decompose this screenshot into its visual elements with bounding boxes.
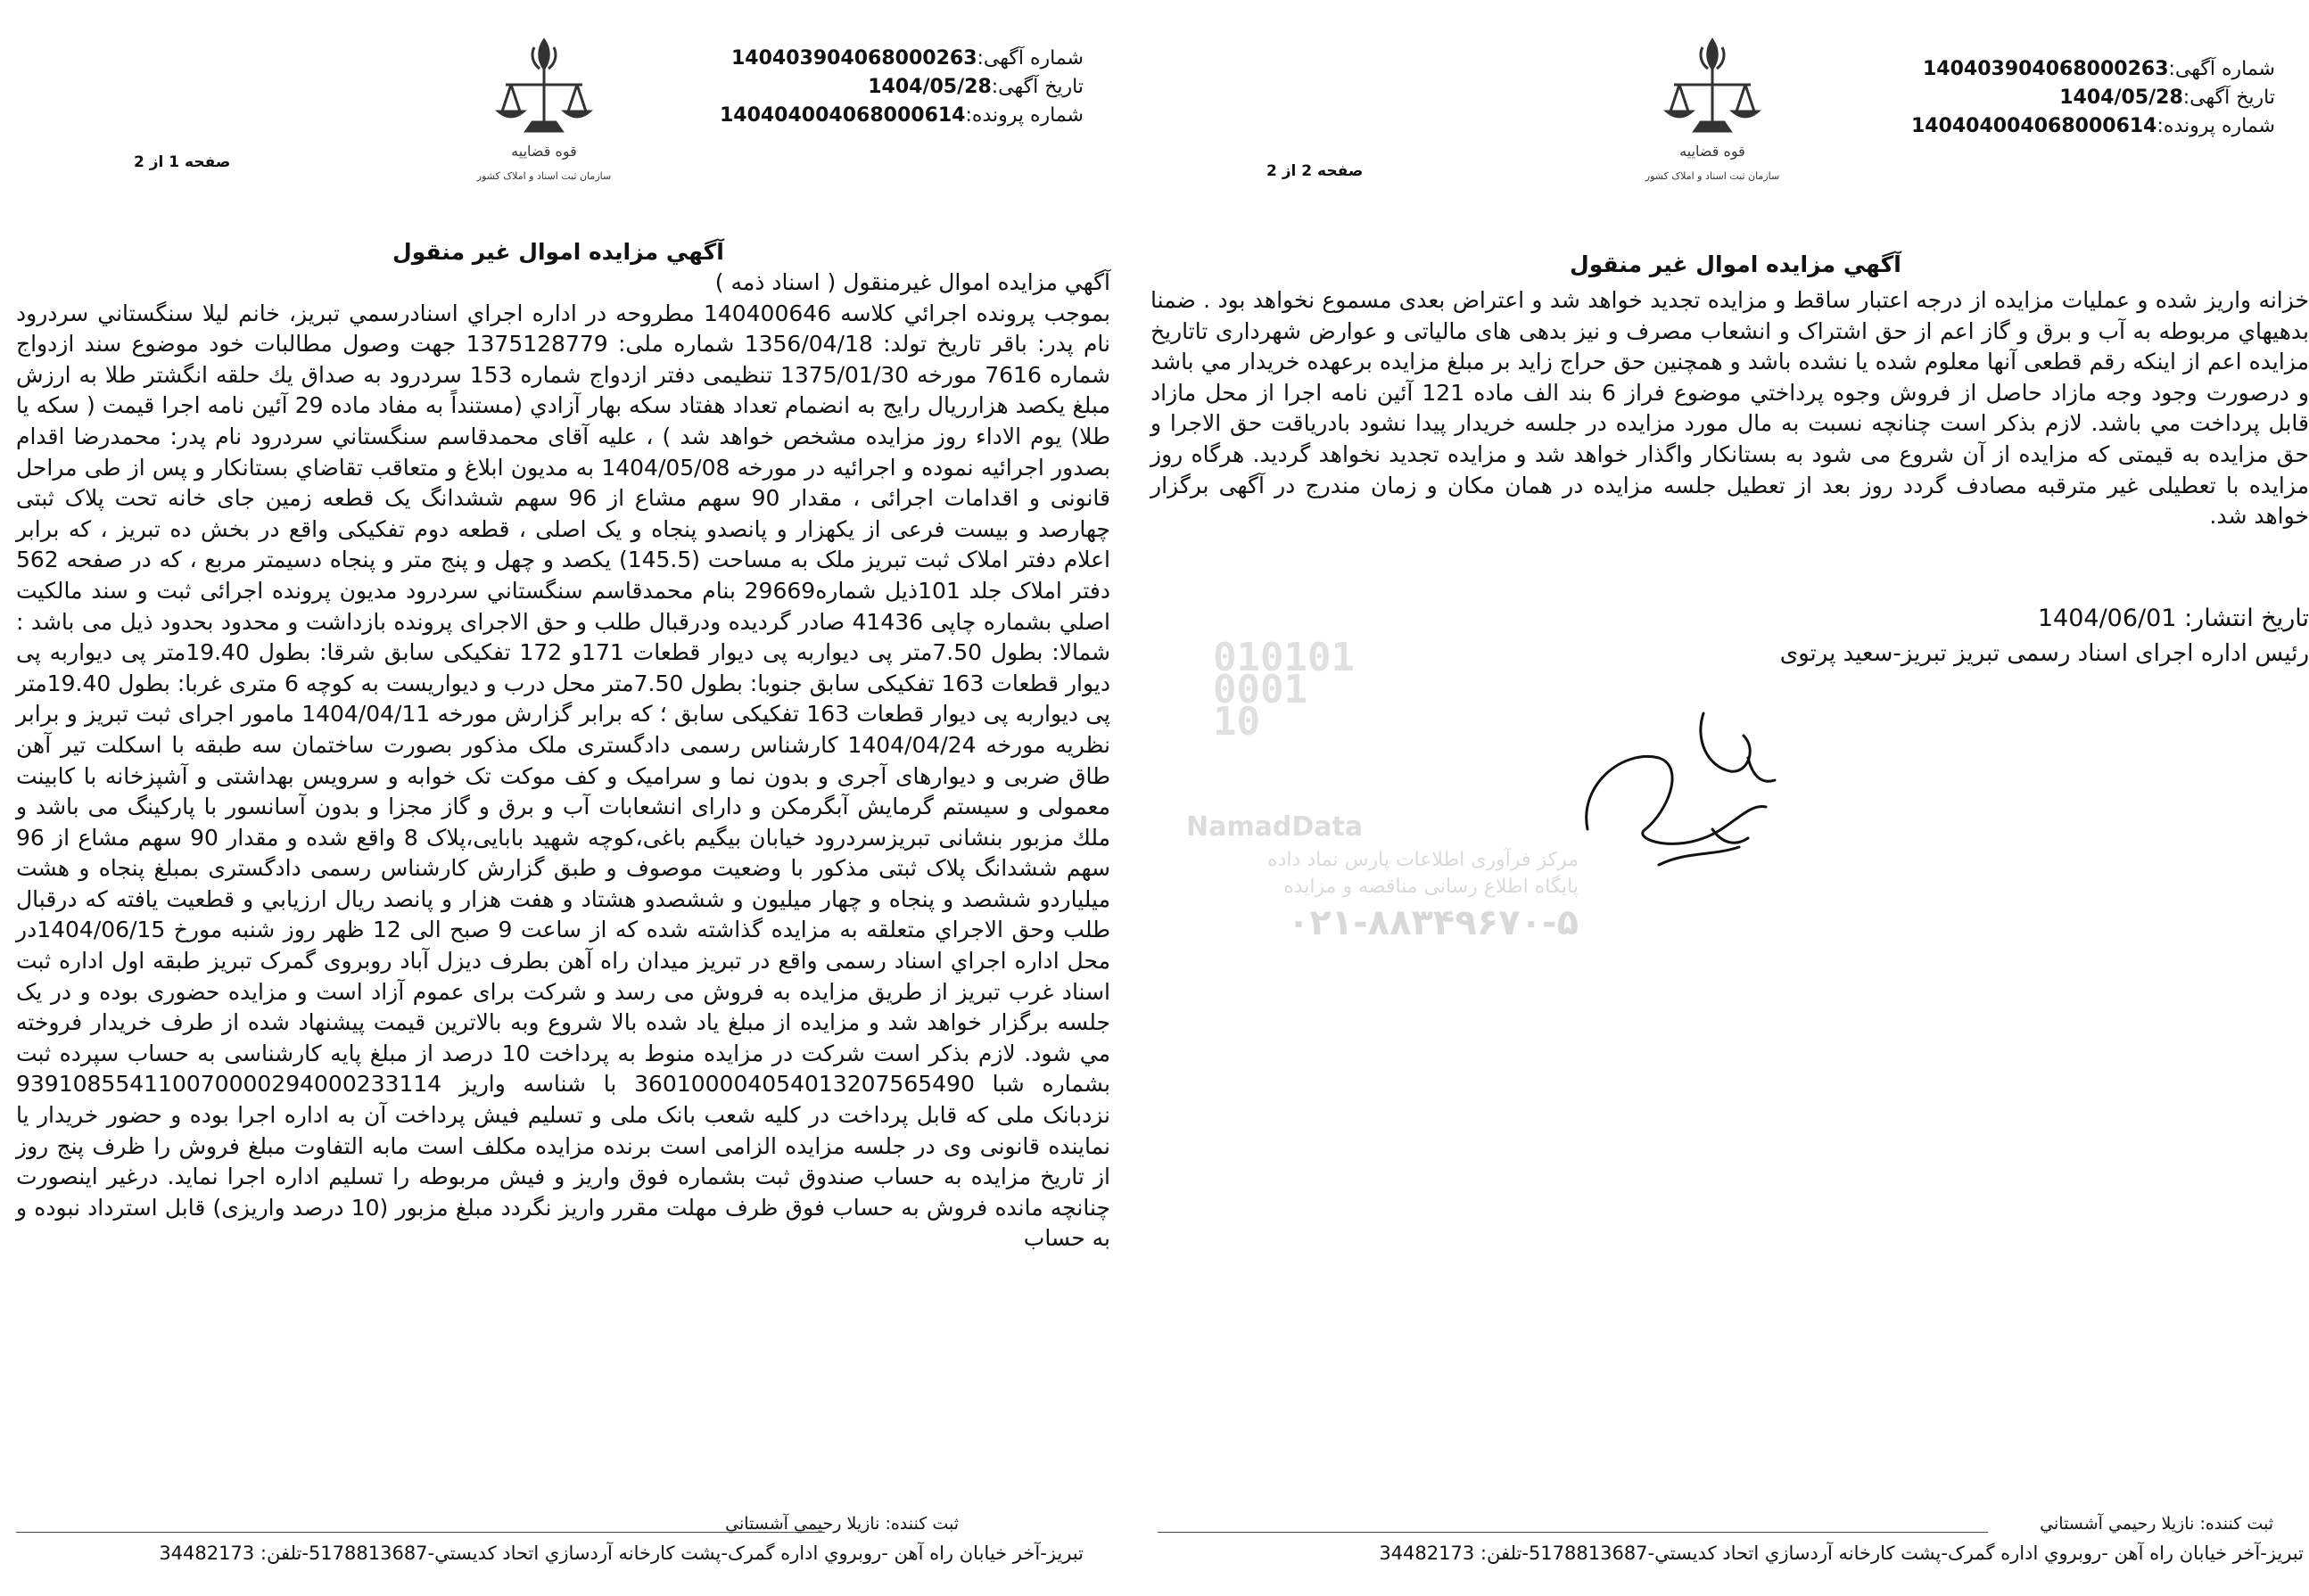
ad-date: 1404/05/28: [2059, 86, 2183, 109]
publish-date: تاريخ انتشار: 1404/06/01: [2037, 605, 2309, 632]
handwritten-signature: [1561, 695, 1793, 883]
case-number-row: شماره پرونده:140404004068000614: [1910, 115, 2275, 137]
watermark-line-2: پایگاه اطلاع رسانی مناقصه و مزایده: [1283, 876, 1579, 898]
page-number: صفحه 1 از 2: [134, 153, 231, 171]
case-number-row: شماره پرونده:140404004068000614: [719, 104, 1084, 127]
office-address: تبريز-آخر خيابان راه آهن -روبروي اداره گمرک-پشت كارخانه آردسازي اتحاد كديستي-5178813687-تلفن: 34482173: [1379, 1543, 2304, 1564]
page-1: [0, 0, 1128, 1596]
notice-footer: [0, 1514, 1128, 1576]
ad-number: 140403904068000263: [730, 47, 977, 70]
ad-date-row: تاریخ آگهی:1404/05/28: [2059, 86, 2275, 109]
watermark-brand: NamadData: [1186, 811, 1364, 843]
watermark-line-1: مرکز فرآوری اطلاعات پارس نماد داده: [1267, 849, 1579, 871]
notice-paragraph: بموجب پرونده اجرائي كلاسه 140400646 مطروحه در اداره اجراي اسنادرسمي تبريز، خانم ليلا سنگستاني سردرود نام پدر: باقر تاريخ تولد: 1356/04/18 شماره ملی: 1375128779 جهت وصول مطالبات خود موضوع سند ازدواج شماره 7616 مورخه 1375/01/30 تنظيمی دفتر ازدواج شماره 153 سردرود به صداق يك حلقه انگشتر طلا به ارزش مبلغ يكصد هزارريال رايج به انضمام تعداد هفتاد سكه بهار آزادي (مستنداً به مفاد ماده 29 آئين نامه اجرا قيمت ( سكه يا طلا) يوم الاداء روز مزايده مشخص خواهد شد ) ، عليه آقای محمدقاسم سنگستاني سردرود نام پدر: محمدرضا اقدام بصدور اجرائيه نموده و اجرائيه در مورخه 1404/05/08 به مديون ابلاغ و متعاقب تقاضاي بستانكار و پس از طی مراحل قانونی و اقدامات اجرائی ، مقدار 90 سهم مشاع از 96 سهم ششدانگ يک قطعه زمين جای خانه تحت پلاک ثبتی چهارصد و بيست فرعی از يكهزار و پانصدو پنجاه و يک اصلی ، قطعه دوم تفکيکی واقع در بخش ده تبريز ، كه برابر اعلام دفتر املاک ثبت تبريز ملک به مساحت (145.5) يكصد و چهل و پنج متر و پنجاه دسيمتر مربع ، كه در صفحه 562 دفتر املاک جلد 101ذيل شماره29669 بنام محمدقاسم سنگستاني سردرود مديون پرونده اجرائی ثبت و سند مالكيت اصلي بشماره چاپی 41436 صادر گرديده ودرقبال طلب و حق الاجرای پرونده بازداشت و محدود بحدود ذيل می باشد : شمالا: بطول 7.50متر پی ديواربه پی ديوار قطعات 171و 172 تفكيكی سابق شرقا: بطول 19.40متر پی ديواربه پی ديوار قطعات 163 تفكيكی سابق جنوبا: بطول 7.50متر محل درب و ديواريست به كوچه 6 متری غربا: بطول 19.40متر پی ديواربه پی ديوار قطعات 163 تفكيكی سابق ؛ كه برابر گزارش مورخه 1404/04/11 مامور اجرای ثبت تبريز و برابر نظريه مورخه 1404/04/24 كارشناس رسمی دادگستری ملک مذكور بصورت ساختمان سه طبقه با اسكلت تير آهن طاق ضربی و ديوارهای آجری و بدون نما و سراميک و كف موكت تک خوابه و سرويس بهداشتی و آشپزخانه با كابينت معمولی و سيستم گرمايش آبگرمكن و دارای انشعابات آب و برق و گاز مجزا و بدون آسانسور با پاركينگ می باشد و ملك مزبور بنشانی تبريزسردرود خيابان بيگيم باغی،كوچه شهيد بابايی،پلاک 8 واقع شده و مقدار 90 سهم مشاع از 96 سهم ششدانگ پلاک ثبتی مذكور با وضعيت موصوف و طبق گزارش كارشناس رسمی دادگستری بمبلغ پنجاه و هشت ميلياردو ششصد و پنجاه و چهار ميليون و ششصدو هشتاد و هفت هزار و پانصد ريال ارزيابي و قطعيت يافته كه درقبال طلب وحق الاجراي متعلقه به مزايده گذاشته شده كه از ساعت 9 صبح الی 12 ظهر روز شنبه مورخ 1404/06/15در محل اداره اجراي اسناد رسمی واقع در تبريز ميدان راه آهن بطرف ديزل آباد روبروی گمرک تبريز طبقه اول اداره ثبت اسناد غرب تبريز از طريق مزايده به فروش می رسد و شركت برای عموم آزاد است و مزايده حضوری بوده و در يک جلسه برگزار خواهد شد و مزايده از مبلغ ياد شده بالا شروع وبه بالاترين قيمت پيشنهاد شده از طرف خريدار فروخته مي شود. لازم بذكر است شركت در مزايده منوط به پرداخت 10 درصد از مبلغ پايه كارشناسی به حساب سپرده ثبت بشماره شبا 360100004054013207565490 با شناسه واريز 939108554110070000294000233114 نزدبانک ملی كه قابل پرداخت در كليه شعب بانک ملی و تسليم فيش پرداخت آن به اداره اجرا بوده و حضور خريدار يا نماينده قانونی وی در جلسه مزايده الزامی است برنده مزايده مكلف است مابه التفاوت مبلغ فروش را ظرف پنج روز از تاريخ مزايده به حساب صندوق ثبت بشماره فوق واريز و فيش مربوطه را تسليم اداره اجرا نمايد. درغير اينصورت چنانچه مانده فروش به حساب فوق ظرف مهلت مقرر واريز نگردد مبلغ مزبور (10 درصد واريزی) قابل استرداد نبوده و به حساب: [16, 300, 1111, 1252]
ad-number-row: شماره آگهی:140403904068000263: [730, 47, 1084, 70]
notice-footer: [1142, 1514, 2309, 1576]
case-number: 140404004068000614: [719, 104, 966, 127]
emblem-caption-top: قوه قضاییه: [511, 143, 577, 160]
ad-number: 140403904068000263: [1922, 58, 2169, 80]
notice-title: آگهي مزايده اموال غير منقول: [392, 239, 724, 265]
watermark-phone: ۰۲۱-۸۸۳۴۹۶۷۰-۵: [1287, 902, 1579, 943]
emblem-caption-top: قوه قضاییه: [1679, 143, 1745, 160]
notice-meta: [1911, 55, 2275, 141]
ad-date: 1404/05/28: [868, 76, 992, 98]
emblem-caption-bottom: سازمان ثبت اسناد و املاک کشور: [476, 170, 612, 182]
notice-subtitle: آگهي مزايده اموال غيرمنقول ( اسناد ذمه ): [714, 269, 1110, 295]
registrar: ثبت كننده: نازيلا رحيمي آشستاني: [2040, 1514, 2273, 1534]
ad-date-row: تاریخ آگهی:1404/05/28: [868, 76, 1084, 98]
notice-meta: [720, 45, 1084, 130]
signer-title: رئيس اداره اجرای اسناد رسمی تبريز تبريز-سعيد پرتوی: [1779, 640, 2309, 667]
registrar: ثبت كننده: نازيلا رحيمي آشستاني: [725, 1514, 959, 1534]
notice-body: [1150, 285, 2309, 532]
footer-divider: [16, 1532, 825, 1533]
case-number: 140404004068000614: [1910, 115, 2157, 137]
judiciary-emblem-icon: [1645, 22, 1780, 192]
page-2: [1142, 0, 2309, 1596]
watermark-binary: 010101 0001 10: [1213, 635, 1355, 745]
ad-number-row: شماره آگهی:140403904068000263: [1922, 58, 2275, 80]
publish-date-value: 1404/06/01: [2037, 605, 2177, 632]
footer-divider: [1158, 1532, 1988, 1533]
judiciary-emblem-icon: [476, 22, 612, 192]
emblem-caption-bottom: سازمان ثبت اسناد و املاک کشور: [1645, 170, 1780, 182]
notice-title: آگهي مزايده اموال غير منقول: [1570, 251, 1901, 277]
notice-paragraph: خزانه واريز شده و عمليات مزايده از درجه اعتبار ساقط و مزايده تجديد خواهد شد و اعتراض بعدی مسموع نخواهد بود . ضمنا بدهيهاي مربوطه به آب و برق و گاز اعم از حق اشتراک و انشعاب مصرف و نيز بدهی های مالياتی و عوارض شهرداری تاتاريخ مزايده اعم از اينكه رقم قطعی آنها معلوم شده يا نشده باشد و همچنين حق حراج زايد بر مبلغ مزايده برعهده خريدار مي باشد و درصورت وجود وجه مازاد حاصل از فروش وجوه پرداختي موضوع فراز 6 بند الف ماده 121 آئين نامه اجرا از محل مازاد قابل پرداخت مي باشد. لازم بذكر است چنانچه نسبت به مال مورد مزايده در جلسه خريدار پيدا نشود بادرياقت حق الاجرا و حق مزايده به قيمتی كه مزايده از آن شروع می شود به بستانكار واگذار خواهد شد و مزايده تجديد نخواهد گرديد. هرگاه روز مزايده با تعطيلی غير مترقبه مصادف گردد روز بعد از تعطيل جلسه مزايده در همان مكان و زمان مندرج در آگهی برگزار خواهد شد.: [1150, 287, 2309, 530]
page-number: صفحه 2 از 2: [1266, 162, 1364, 180]
notice-body: [16, 267, 1110, 1255]
office-address: تبريز-آخر خيابان راه آهن -روبروي اداره گمرک-پشت كارخانه آردسازي اتحاد كديستي-5178813687-تلفن: 34482173: [159, 1543, 1084, 1564]
